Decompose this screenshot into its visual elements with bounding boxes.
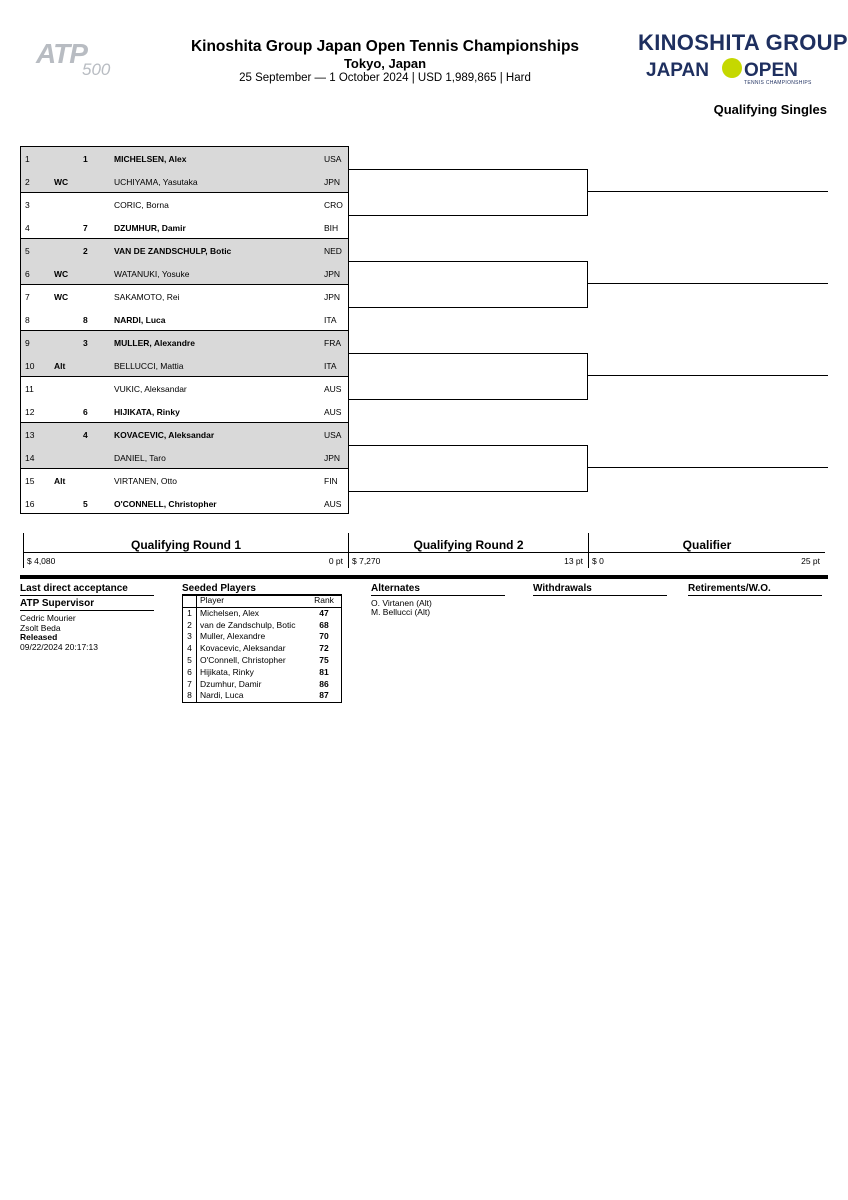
qualifier-line	[588, 191, 828, 192]
round-name: Qualifying Round 2	[413, 538, 524, 552]
seeded-row	[183, 690, 342, 702]
qr2-line	[349, 261, 588, 262]
seeded-row	[183, 631, 342, 643]
player-country: JPN	[324, 453, 341, 463]
player-country: USA	[324, 154, 342, 164]
draw-row	[21, 400, 348, 423]
draw-row	[21, 147, 348, 170]
released-time: 09/22/2024 20:17:13	[20, 642, 98, 652]
seeded-player-name: Muller, Alexandre	[200, 631, 266, 642]
draw-position: 12	[25, 407, 35, 417]
seeded-players-table	[182, 594, 342, 703]
round-qr1	[24, 534, 348, 568]
seeded-table-header	[183, 595, 342, 608]
draw-match-box	[21, 469, 348, 515]
player-country: AUS	[324, 384, 342, 394]
draw-match-box	[21, 285, 348, 331]
seeded-row	[183, 655, 342, 667]
withdrawals-title: Withdrawals	[533, 583, 667, 596]
draw-position: 2	[25, 177, 30, 187]
draw-row	[21, 446, 348, 469]
draw-row	[21, 423, 348, 446]
player-country: USA	[324, 430, 342, 440]
rounds-underline	[24, 552, 825, 553]
seed-number: 3	[183, 631, 197, 643]
player-name: MULLER, Alexandre	[114, 338, 195, 348]
qualifier-line	[588, 467, 828, 468]
seeded-player-name: Dzumhur, Damir	[200, 678, 262, 689]
japan-open-logo	[636, 30, 848, 90]
draw-position: 11	[25, 384, 34, 394]
draw-position: 16	[25, 499, 35, 509]
seeded-header-rank: Rank	[307, 595, 342, 608]
draw-position: 13	[25, 430, 35, 440]
round-points: 0 pt	[328, 556, 343, 566]
qr2-connector	[587, 353, 588, 400]
atp-500-logo	[36, 38, 116, 82]
player-country: CRO	[324, 200, 343, 210]
seeded-player-name: Hijikata, Rinky	[200, 666, 254, 677]
player-name: NARDI, Luca	[114, 315, 166, 325]
qr2-line	[349, 491, 588, 492]
released-label: Released	[20, 632, 58, 642]
brand-subtitle: TENNIS CHAMPIONSHIPS	[744, 80, 812, 86]
draw-position: 5	[25, 246, 30, 256]
entry-status: WC	[54, 177, 69, 187]
supervisor-name: Zsolt Beda	[20, 623, 61, 633]
qr2-line	[349, 307, 588, 308]
seed-number: 5	[183, 655, 197, 667]
draw-row	[21, 354, 348, 377]
seed-number: 1	[183, 607, 197, 619]
seed-number: 4	[183, 643, 197, 655]
alternate-item: O. Virtanen (Alt)	[371, 598, 432, 608]
round-qr2	[349, 534, 588, 568]
qr2-line	[349, 399, 588, 400]
round-qualifier	[589, 534, 825, 568]
draw-row	[21, 492, 348, 515]
qr2-line	[349, 353, 588, 354]
seeded-row	[183, 643, 342, 655]
round-prize: $ 0	[592, 556, 604, 566]
round-points: 25 pt	[801, 556, 820, 566]
draw-type-label: Qualifying Singles	[713, 102, 827, 117]
draw-match-box	[21, 423, 348, 469]
entry-status: WC	[54, 269, 69, 279]
player-name: WATANUKI, Yosuke	[114, 269, 190, 279]
seeded-player-rank: 81	[319, 666, 329, 677]
player-country: JPN	[324, 177, 341, 187]
seeded-header-player: Player	[197, 595, 308, 608]
player-country: FIN	[324, 476, 338, 486]
brand-japan: JAPAN	[646, 60, 709, 81]
seeded-player-rank: 86	[319, 678, 329, 689]
player-name: VAN DE ZANDSCHULP, Botic	[114, 246, 232, 256]
seed-number: 6	[183, 667, 197, 679]
player-name: HIJIKATA, Rinky	[114, 407, 180, 417]
draw-row	[21, 308, 348, 331]
player-country: ITA	[324, 315, 337, 325]
player-name: DZUMHUR, Damir	[114, 223, 186, 233]
seed-number: 8	[183, 690, 197, 702]
player-name: SAKAMOTO, Rei	[114, 292, 180, 302]
qr2-line	[349, 169, 588, 170]
seed-number: 7	[83, 223, 88, 233]
draw-position: 4	[25, 223, 30, 233]
player-country: JPN	[324, 269, 341, 279]
seeded-row	[183, 679, 342, 691]
qualifier-line	[588, 375, 828, 376]
tennis-ball-icon	[722, 58, 742, 78]
seed-number: 2	[83, 246, 88, 256]
qualifier-line	[588, 283, 828, 284]
draw-match-box	[21, 331, 348, 377]
draw-row	[21, 285, 348, 308]
player-country: BIH	[324, 223, 339, 233]
draw-position: 7	[25, 292, 30, 302]
seeded-row	[183, 620, 342, 632]
round-points: 13 pt	[564, 556, 583, 566]
draw-row	[21, 377, 348, 400]
seeded-player-rank: 70	[319, 631, 329, 642]
brand-kinoshita: KINOSHITA GROUP	[638, 30, 848, 55]
seeded-player-rank: 75	[319, 654, 329, 665]
seed-number: 8	[83, 315, 88, 325]
player-name: KOVACEVIC, Aleksandar	[114, 430, 215, 440]
seeded-player-rank: 47	[319, 607, 329, 618]
player-name: DANIEL, Taro	[114, 453, 166, 463]
draw-row	[21, 170, 348, 193]
seeded-player-rank: 87	[319, 690, 329, 701]
seed-number: 6	[83, 407, 88, 417]
draw-position: 15	[25, 476, 35, 486]
player-country: FRA	[324, 338, 341, 348]
player-name: BELLUCCI, Mattia	[114, 361, 184, 371]
draw-position: 10	[25, 361, 35, 371]
seed-number: 3	[83, 338, 88, 348]
draw-row	[21, 193, 348, 216]
seed-number: 2	[183, 620, 197, 632]
player-country: AUS	[324, 499, 342, 509]
player-name: CORIC, Borna	[114, 200, 169, 210]
seed-number: 7	[183, 679, 197, 691]
player-country: AUS	[324, 407, 342, 417]
entry-status: Alt	[54, 476, 66, 486]
draw-row	[21, 469, 348, 492]
seeded-player-rank: 72	[319, 643, 329, 654]
atp-supervisor-title: ATP Supervisor	[20, 598, 154, 611]
draw-position: 9	[25, 338, 30, 348]
draw-match-box	[21, 193, 348, 239]
qr2-connector	[587, 261, 588, 308]
alternates-title: Alternates	[371, 583, 505, 596]
qr2-line	[349, 215, 588, 216]
qr2-line	[349, 445, 588, 446]
player-country: ITA	[324, 361, 337, 371]
thick-divider	[20, 575, 828, 579]
draw-position: 3	[25, 200, 30, 210]
tournament-city: Tokyo, Japan	[343, 56, 427, 71]
retirements-title: Retirements/W.O.	[688, 583, 822, 596]
qr2-connector	[587, 445, 588, 492]
seeded-row	[183, 667, 342, 679]
entry-status: Alt	[54, 361, 66, 371]
player-name: O'CONNELL, Christopher	[114, 499, 217, 509]
player-country: JPN	[324, 292, 341, 302]
brand-open: OPEN	[744, 60, 798, 81]
round-prize: $ 4,080	[27, 556, 56, 566]
seeded-player-name: Kovacevic, Aleksandar	[200, 643, 286, 654]
alternate-item: M. Bellucci (Alt)	[371, 607, 431, 617]
seeded-player-name: O'Connell, Christopher	[200, 654, 286, 665]
supervisor-name: Cedric Mourier	[20, 613, 76, 623]
seeded-row	[183, 607, 342, 619]
atp-logo-text: ATP	[36, 38, 87, 69]
draw-match-box	[21, 377, 348, 423]
player-name: VIRTANEN, Otto	[114, 476, 177, 486]
seeded-player-rank: 68	[319, 619, 329, 630]
player-country: NED	[324, 246, 342, 256]
draw-position: 8	[25, 315, 30, 325]
seed-number: 5	[83, 499, 88, 509]
player-name: VUKIC, Aleksandar	[114, 384, 187, 394]
entry-status: WC	[54, 292, 69, 302]
player-name: MICHELSEN, Alex	[114, 154, 187, 164]
atp-logo-500: 500	[82, 60, 111, 79]
round-name: Qualifier	[682, 538, 732, 552]
draw-match-box	[21, 239, 348, 285]
draw-table	[20, 146, 349, 514]
draw-row	[21, 239, 348, 262]
draw-position: 14	[25, 453, 35, 463]
seeded-player-name: van de Zandschulp, Botic	[200, 619, 296, 630]
tournament-dates: 25 September — 1 October 2024 | USD 1,989,865 | Hard	[239, 72, 531, 84]
draw-position: 6	[25, 269, 30, 279]
draw-row	[21, 262, 348, 285]
round-prize: $ 7,270	[352, 556, 381, 566]
round-name: Qualifying Round 1	[131, 538, 241, 552]
draw-row	[21, 216, 348, 239]
seeded-player-name: Nardi, Luca	[200, 690, 244, 701]
draw-position: 1	[25, 154, 30, 164]
seed-number: 4	[83, 430, 88, 440]
player-name: UCHIYAMA, Yasutaka	[114, 177, 198, 187]
qr2-connector	[587, 169, 588, 216]
seed-number: 1	[83, 154, 88, 164]
draw-match-box	[21, 147, 348, 193]
seeded-players-title: Seeded Players	[182, 583, 342, 596]
tournament-title: Kinoshita Group Japan Open Tennis Championships	[190, 38, 580, 55]
last-direct-acceptance-title: Last direct acceptance	[20, 583, 154, 596]
seeded-player-name: Michelsen, Alex	[200, 607, 260, 618]
draw-row	[21, 331, 348, 354]
